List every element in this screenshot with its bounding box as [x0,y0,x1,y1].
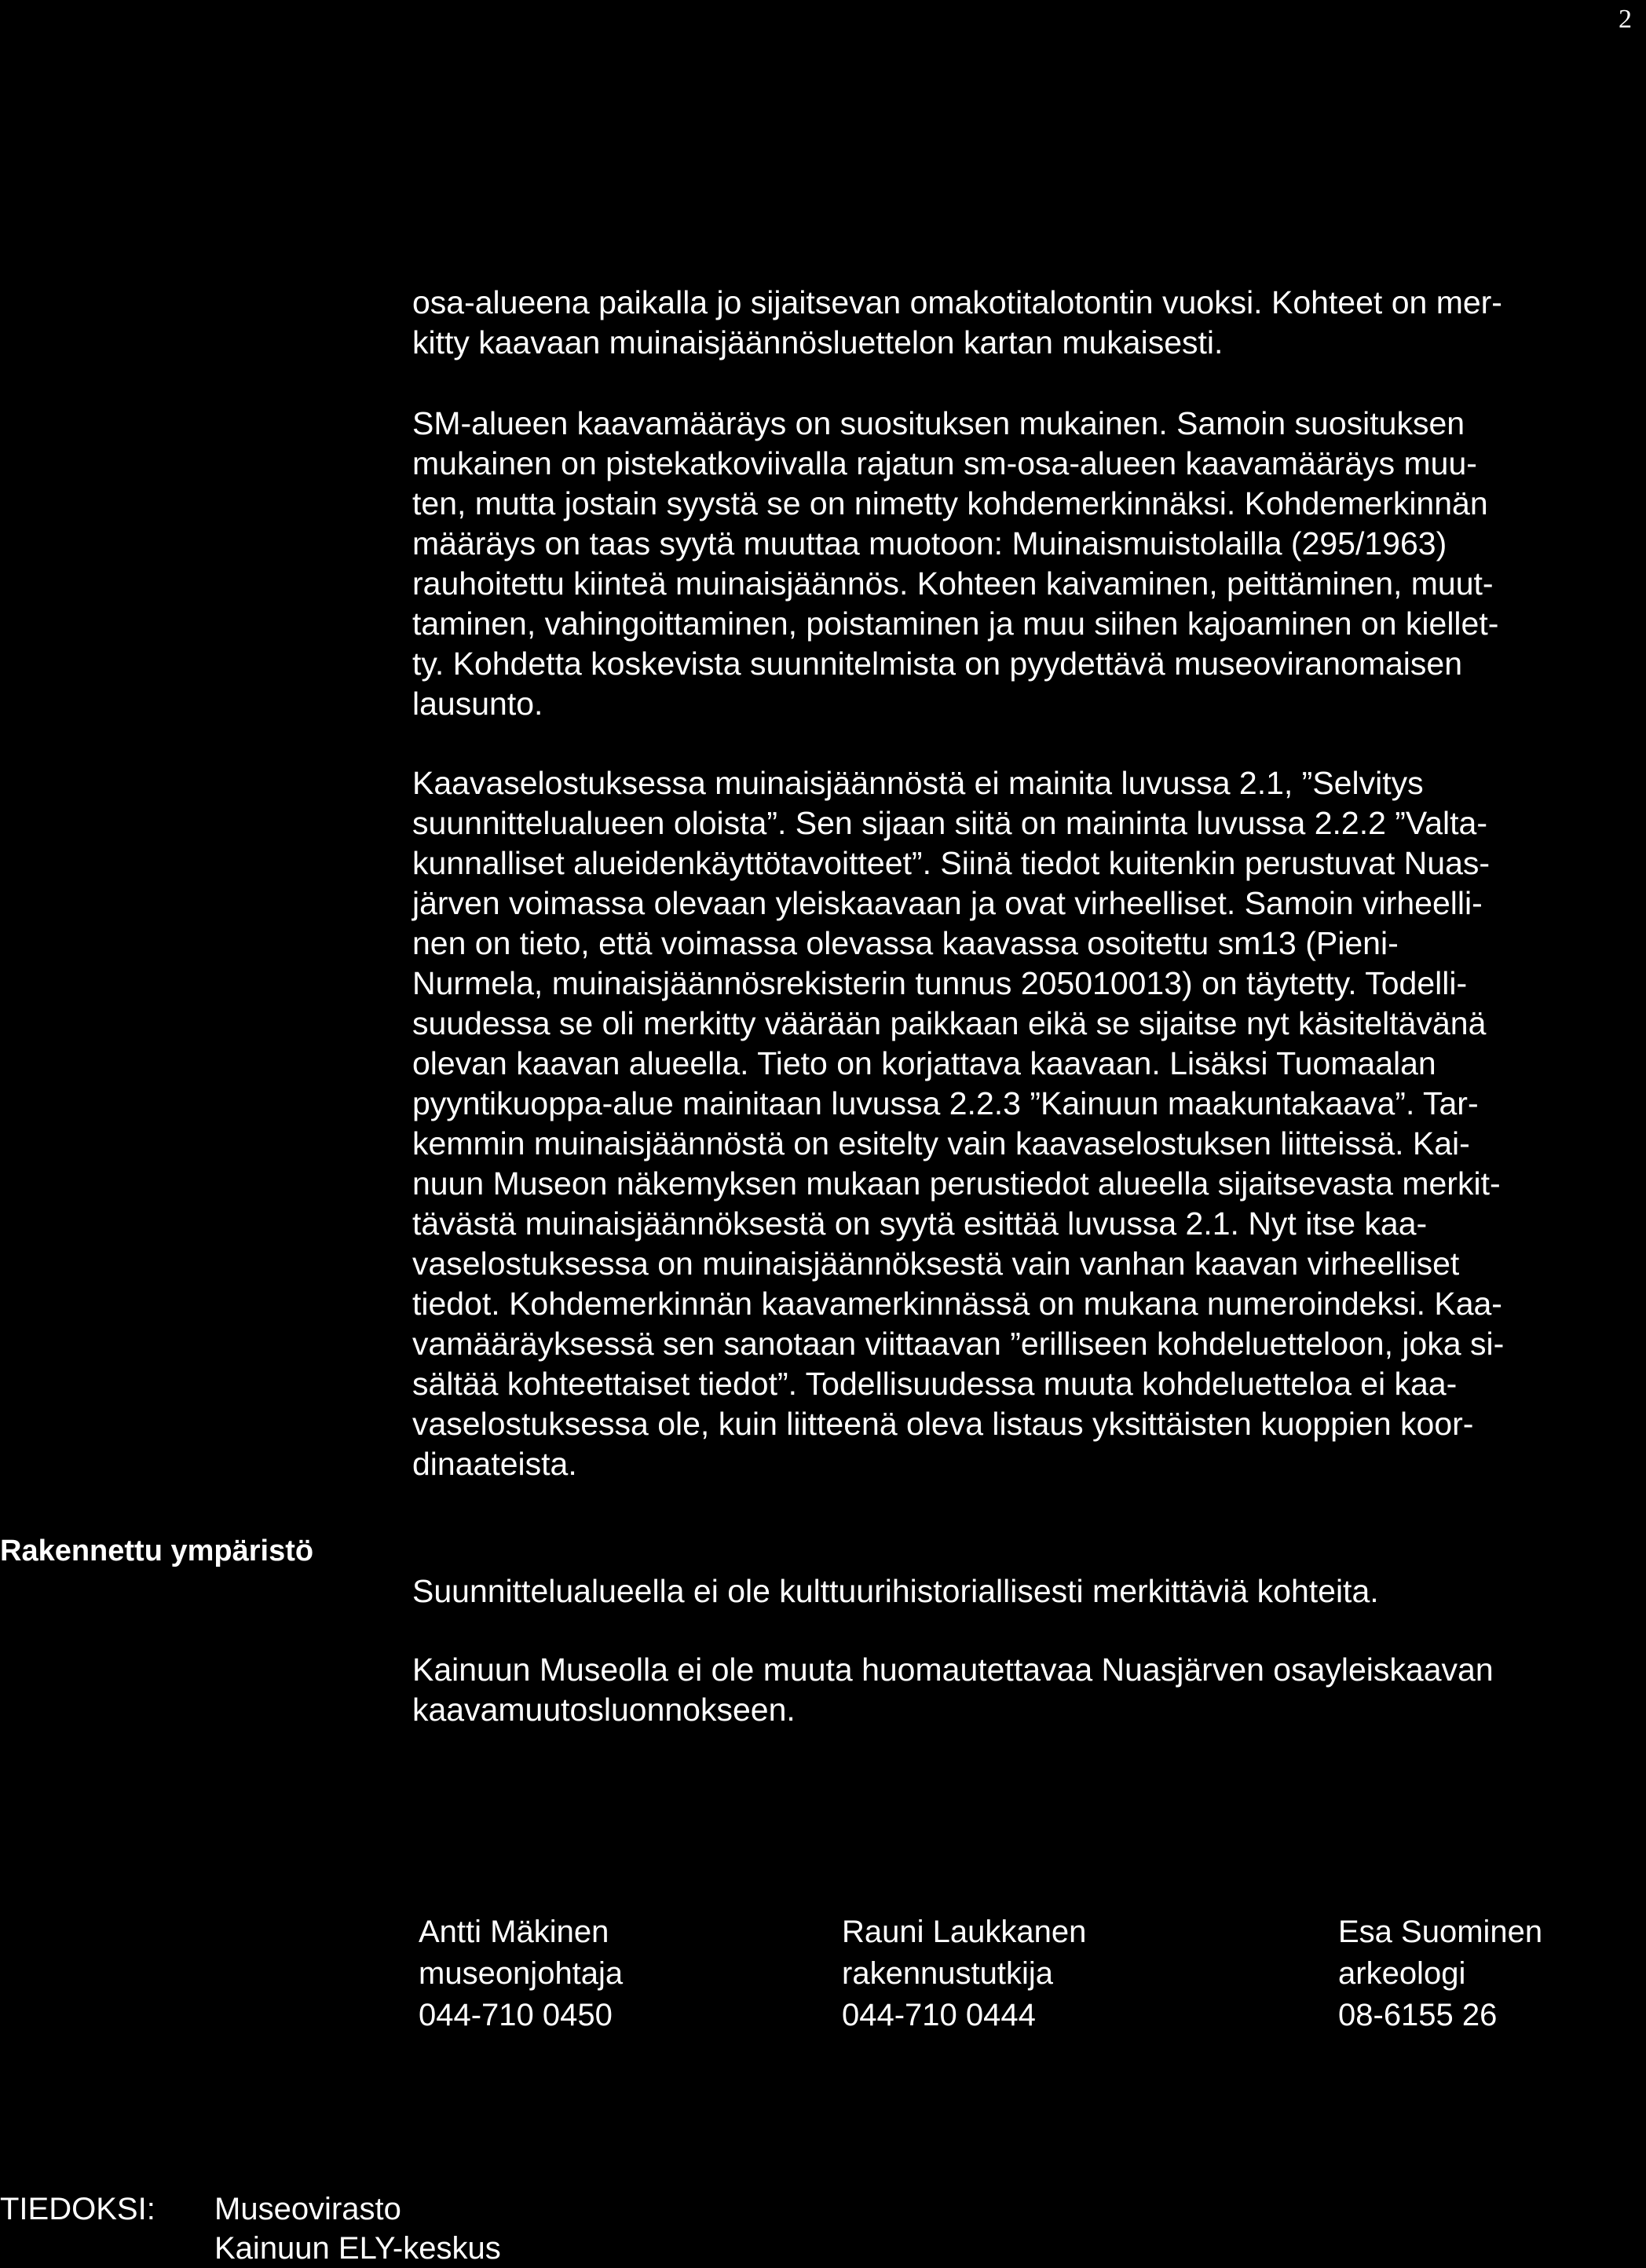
recipient: Museovirasto [214,2192,401,2226]
recipient: Kainuun ELY-keskus [214,2231,501,2266]
signature-block-2 [842,1911,1086,2036]
page-number: 2 [1619,5,1632,34]
paragraph-scheduled-monument-note [412,283,1645,363]
signature-block-3 [1338,1911,1542,2036]
tiedoksi-label: TIEDOKSI: [0,2192,155,2226]
signatory-phone: 044-710 0444 [842,1998,1036,2032]
paragraph-text: Kainuun Museolla ei ole muuta huomautettavaa Nuasjärven osayleiskaavan kaavamuutosluonnokseen. [412,1652,1494,1728]
signature-block-1 [419,1911,623,2036]
paragraph-text: Kaavaselostuksessa muinaisjäännöstä ei mainita luvussa 2.1, ”Selvitys suunnittelualueen oloista”. Sen sijaan siitä on maininta luvussa 2.2.2 ”Valta- kunnalliset alueidenkäyttötavoitteet”. Siinä tiedot kuitenkin perustuvat Nuas- järven voimassa olevaan yleiskaavaan ja ovat virheelliset. Samoin virheelli- nen on tieto, että voimassa olevassa kaavassa osoitettu sm13 (Pieni- Nurmela, muinaisjäännösrekisterin tunnus 205010013) on täytetty. Todelli- suudessa se oli merkitty väärään paikkaan eikä se sijaitse nyt käsiteltävänä olevan kaavan alueella. Tieto on korjattava kaavaan. Lisäksi Tuomaalan pyyntikuoppa-alue mainitaan luvussa 2.2.3 ”Kainuun maakuntakaava”. Tar- kemmin muinaisjäännöstä on esitelty vain kaavaselostuksen liitteissä. Kai- nuun Museon näkemyksen mukaan perustiedot alueella sijaitsevasta merkit- tävästä muinaisjäännöksestä on syytä esittää luvussa 2.1. Nyt itse kaa- vaselostuksessa on muinaisjäännöksestä vain vanhan kaavan virheelliset tiedot. Kohdemerkinnän kaavamerkinnässä on mukana numeroindeksi. Kaa- vamääräyksessä sen sanotaan viittaavan ”erilliseen kohdeluetteloon, joka si- sältää kohteettaiset tiedot”. Todellisuudessa muuta kohdeluetteloa ei kaa- vaselostuksessa ole, kuin liitteenä oleva listaus yksittäisten kuoppien koor- dinaateista. [412,765,1505,1482]
signatory-title: arkeologi [1338,1956,1466,1991]
paragraph-text: osa-alueena paikalla jo sijaitsevan omakotitalotontin vuoksi. Kohteet on mer- kitty kaavaan muinaisjäännösluettelon kartan mukaisesti. [412,284,1502,360]
signatory-title: rakennustutkija [842,1956,1054,1991]
paragraph-text: SM-alueen kaavamääräys on suosituksen mukainen. Samoin suosituksen mukainen on pistekatkoviivalla rajatun sm-osa-alueen kaavamääräys muu- ten, mutta jostain syystä se on nimetty kohdemerkinnäksi. Kohdemerkinnän määräys on taas syytä muuttaa muotoon: Muinaismuistolailla (295/1963) rauhoitettu kiinteä muinaisjäännös. Kohteen kaivaminen, peittäminen, muut- taminen, vahingoittaminen, poistaminen ja muu siihen kajoaminen on kiellet- ty. Kohdetta koskevista suunnitelmista on pyydettävä museoviranomaisen lausunto. [412,405,1499,722]
signatory-name: Rauni Laukkanen [842,1915,1087,1949]
paragraph-conclusion [412,1650,1645,1730]
signatory-title: museonjohtaja [419,1956,624,1991]
signatory-phone: 08-6155 26 [1338,1998,1498,2032]
signatory-name: Antti Mäkinen [419,1915,609,1949]
paragraph-text: Suunnittelualueella ei ole kulttuurihistoriallisesti merkittäviä kohteita. [412,1573,1379,1609]
paragraph-sm-regulation [412,404,1645,724]
tiedoksi-recipients [214,2189,501,2268]
signatory-phone: 044-710 0450 [419,1998,613,2032]
paragraph-plan-report [412,763,1645,1484]
section-heading-built-environment: Rakennettu ympäristö [0,1535,314,1567]
signatory-name: Esa Suominen [1338,1915,1543,1949]
paragraph-built-environment [412,1571,1645,1611]
